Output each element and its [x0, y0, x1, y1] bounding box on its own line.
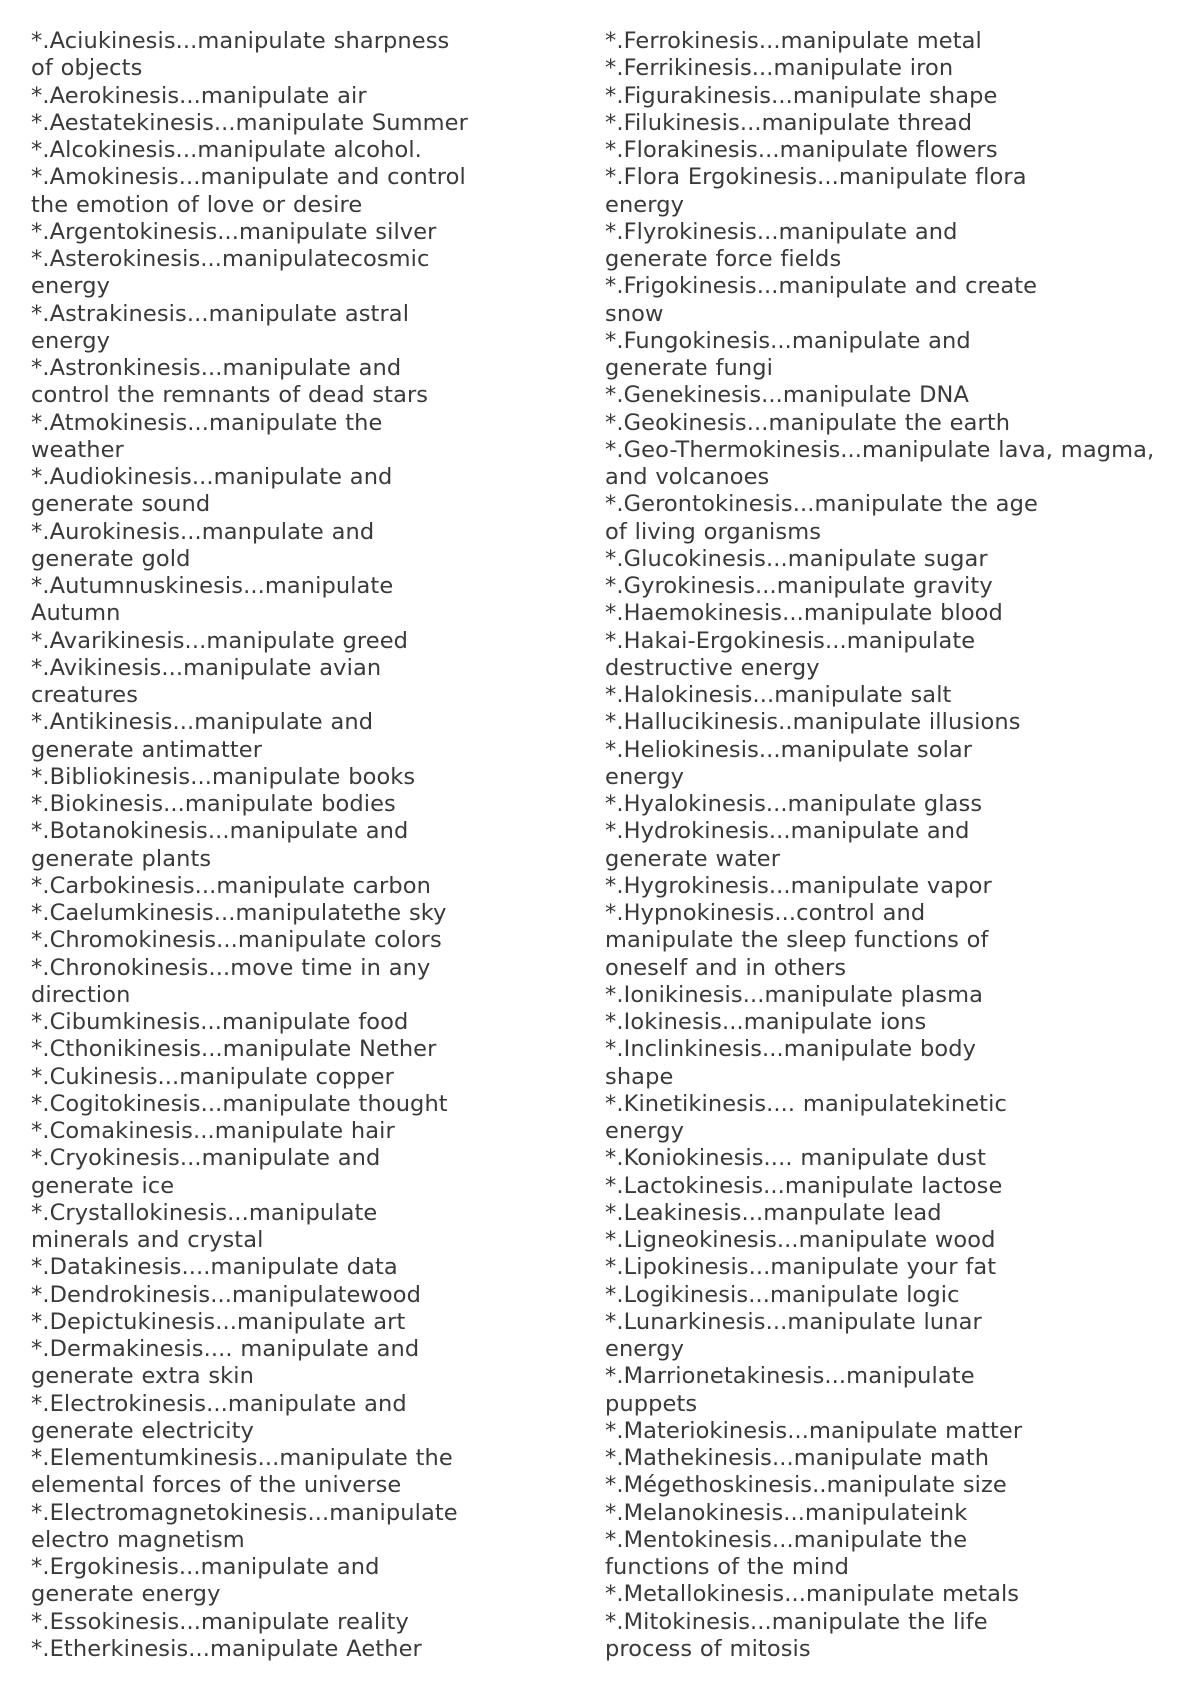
- list-item-line: *.Melanokinesis...manipulateink: [605, 1499, 968, 1526]
- list-item-line: *.Glucokinesis...manipulate sugar: [605, 545, 988, 572]
- list-item: [605, 55, 1190, 82]
- list-item-line: *.Mitokinesis...manipulate the life: [605, 1608, 988, 1635]
- list-item-line: *.Datakinesis....manipulate data: [31, 1254, 398, 1281]
- list-item: [605, 1282, 1190, 1309]
- list-item-line: process of mitosis: [605, 1635, 811, 1662]
- list-item-line: *.Bibliokinesis...manipulate books: [31, 763, 416, 790]
- list-item-line: generate antimatter: [31, 736, 263, 763]
- list-item: [31, 1064, 501, 1091]
- list-item: [605, 164, 1190, 219]
- list-item: [605, 1309, 1190, 1364]
- list-item-line: *.Hakai-Ergokinesis...manipulate: [605, 627, 976, 654]
- list-item: [605, 600, 1190, 627]
- list-item-line: generate fungi: [605, 355, 773, 381]
- list-item-line: *.Geo-Thermokinesis...manipulate lava, magma,: [605, 436, 1155, 463]
- list-item-line: energy: [31, 273, 110, 300]
- list-item-line: *.Materiokinesis...manipulate matter: [605, 1417, 1023, 1444]
- list-item-line: *.Mathekinesis...manipulate math: [605, 1445, 990, 1471]
- list-item-line: *.Hallucikinesis..manipulate illusions: [605, 709, 1021, 736]
- list-item: [605, 219, 1190, 274]
- list-item-line: energy: [605, 1336, 684, 1362]
- list-item-line: destructive energy: [605, 654, 820, 681]
- list-item: [31, 1445, 501, 1500]
- list-item-line: energy: [605, 763, 684, 790]
- list-item-line: energy: [605, 191, 684, 218]
- list-item-line: *.Alcokinesis...manipulate alcohol.: [31, 137, 422, 163]
- list-item-line: *.Asterokinesis...manipulatecosmic: [31, 246, 430, 272]
- list-item-line: *.Lactokinesis...manipulate lactose: [605, 1172, 1003, 1199]
- list-item: [605, 900, 1190, 982]
- list-item-line: creatures: [31, 682, 139, 708]
- list-item-line: *.Argentokinesis...manipulate silver: [31, 218, 437, 245]
- list-item-line: *.Dendrokinesis...manipulatewood: [31, 1281, 422, 1308]
- list-item-line: *.Lipokinesis...manipulate your fat: [605, 1254, 997, 1281]
- list-item: [605, 1418, 1190, 1445]
- list-item: [31, 110, 501, 137]
- list-item-line: *.Iokinesis...manipulate ions: [605, 1009, 927, 1035]
- list-item-line: generate sound: [31, 491, 211, 518]
- list-item-line: *.Depictukinesis...manipulate art: [31, 1308, 406, 1335]
- list-item-line: generate water: [605, 845, 781, 872]
- list-item: [31, 464, 501, 519]
- list-item: [31, 573, 501, 628]
- list-item: [605, 410, 1190, 437]
- list-item: [31, 655, 501, 710]
- list-item: [605, 28, 1190, 55]
- list-item: [31, 791, 501, 818]
- list-item: [605, 791, 1190, 818]
- list-item: [31, 1145, 501, 1200]
- list-item-line: generate electricity: [31, 1417, 254, 1444]
- list-item-line: of living organisms: [605, 518, 822, 545]
- list-item-line: *.Electromagnetokinesis...manipulate: [31, 1499, 458, 1526]
- list-item-line: *.Cogitokinesis...manipulate thought: [31, 1090, 448, 1117]
- list-item: [605, 273, 1190, 328]
- list-item: [605, 1009, 1190, 1036]
- list-item-line: *.Mégethoskinesis..manipulate size: [605, 1472, 1007, 1499]
- list-item-line: *.Gyrokinesis...manipulate gravity: [605, 573, 993, 599]
- list-item-line: energy: [605, 1118, 684, 1144]
- list-item-line: *.Aestatekinesis...manipulate Summer: [31, 109, 468, 136]
- list-item-line: *.Ionikinesis...manipulate plasma: [605, 981, 984, 1008]
- list-item: [31, 137, 501, 164]
- list-item-line: *.Ergokinesis...manipulate and: [31, 1554, 380, 1580]
- list-item-line: *.Avikinesis...manipulate avian: [31, 654, 382, 681]
- list-item-line: and volcanoes: [605, 464, 770, 490]
- list-item: [31, 1118, 501, 1145]
- list-item-line: *.Chromokinesis...manipulate colors: [31, 927, 442, 954]
- list-item-line: Autumn: [31, 600, 121, 627]
- list-item-line: functions of the mind: [605, 1554, 850, 1580]
- list-item-line: minerals and crystal: [31, 1227, 264, 1253]
- list-item: [31, 410, 501, 465]
- list-item: [31, 955, 501, 1010]
- list-item: [31, 1036, 501, 1063]
- list-item-line: *.Halokinesis...manipulate salt: [605, 682, 952, 708]
- list-item-line: the emotion of love or desire: [31, 191, 363, 218]
- list-item-line: generate energy: [31, 1581, 221, 1608]
- list-item-line: *.Audiokinesis...manipulate and: [31, 464, 393, 490]
- list-item: [31, 164, 501, 219]
- list-item-line: *.Electrokinesis...manipulate and: [31, 1390, 407, 1417]
- list-item-line: *.Biokinesis...manipulate bodies: [31, 791, 396, 817]
- list-item-line: manipulate the sleep functions of: [605, 927, 989, 954]
- list-item-line: direction: [31, 981, 131, 1008]
- list-item-line: *.Haemokinesis...manipulate blood: [605, 600, 1003, 627]
- list-item-line: *.Amokinesis...manipulate and control: [31, 164, 466, 191]
- list-item-line: *.Koniokinesis.... manipulate dust: [605, 1145, 987, 1172]
- list-item-line: *.Frigokinesis...manipulate and create: [605, 273, 1038, 300]
- list-item-line: *.Elementumkinesis...manipulate the: [31, 1445, 453, 1471]
- list-item: [605, 1609, 1190, 1664]
- list-item: [605, 818, 1190, 873]
- list-item: [605, 546, 1190, 573]
- list-item: [605, 573, 1190, 600]
- list-item: [31, 1200, 501, 1255]
- list-item: [31, 1091, 501, 1118]
- list-item: [31, 1391, 501, 1446]
- list-item-line: puppets: [605, 1390, 698, 1417]
- list-item: [31, 1009, 501, 1036]
- list-item: [31, 764, 501, 791]
- list-item-line: elemental forces of the universe: [31, 1472, 402, 1499]
- list-item: [31, 818, 501, 873]
- list-item-line: *.Ligneokinesis...manipulate wood: [605, 1227, 996, 1253]
- list-item: [605, 1527, 1190, 1582]
- list-item: [605, 1227, 1190, 1254]
- list-item-line: *.Cukinesis...manipulate copper: [31, 1063, 394, 1090]
- list-item: [605, 628, 1190, 683]
- list-item-line: *.Atmokinesis...manipulate the: [31, 409, 383, 436]
- list-item-line: generate gold: [31, 545, 191, 572]
- list-item: [605, 982, 1190, 1009]
- list-item-line: *.Essokinesis...manipulate reality: [31, 1608, 409, 1635]
- left-column-list: [31, 28, 501, 1663]
- list-item-line: generate extra skin: [31, 1363, 255, 1390]
- list-item: [31, 83, 501, 110]
- list-item-line: *.Kinetikinesis.... manipulatekinetic: [605, 1090, 1007, 1117]
- list-item: [605, 1363, 1190, 1418]
- list-item-line: *.Lunarkinesis...manipulate lunar: [605, 1308, 982, 1335]
- list-item: [605, 709, 1190, 736]
- list-item-line: *.Caelumkinesis...manipulatethe sky: [31, 900, 447, 926]
- list-item-line: weather: [31, 436, 124, 463]
- list-item: [31, 219, 501, 246]
- list-item: [31, 519, 501, 574]
- list-item: [605, 682, 1190, 709]
- list-item-line: *.Metallokinesis...manipulate metals: [605, 1581, 1020, 1608]
- list-item: [31, 1282, 501, 1309]
- list-item: [605, 1500, 1190, 1527]
- list-item: [31, 1636, 501, 1663]
- list-item-line: *.Flora Ergokinesis...manipulate flora: [605, 164, 1027, 191]
- list-item-line: *.Fungokinesis...manipulate and: [605, 327, 971, 354]
- list-item: [31, 246, 501, 301]
- list-item-line: *.Carbokinesis...manipulate carbon: [31, 872, 431, 899]
- list-item: [605, 737, 1190, 792]
- list-item-line: electro magnetism: [31, 1526, 245, 1553]
- list-item-line: *.Avarikinesis...manipulate greed: [31, 627, 409, 654]
- list-item-line: *.Hypnokinesis...control and: [605, 900, 926, 926]
- list-item-line: *.Cryokinesis...manipulate and: [31, 1145, 381, 1172]
- list-item-line: *.Astronkinesis...manipulate and: [31, 355, 402, 381]
- list-item: [605, 491, 1190, 546]
- list-item: [605, 83, 1190, 110]
- list-item-line: *.Botanokinesis...manipulate and: [31, 818, 409, 845]
- list-item-line: energy: [31, 327, 110, 354]
- list-item: [605, 1200, 1190, 1227]
- list-item: [605, 1173, 1190, 1200]
- list-item: [605, 437, 1190, 492]
- list-item-line: *.Aerokinesis...manipulate air: [31, 82, 367, 109]
- list-item-line: generate force fields: [605, 246, 842, 272]
- list-item: [31, 1336, 501, 1391]
- list-item-line: *.Genekinesis...manipulate DNA: [605, 382, 969, 409]
- list-item: [31, 1309, 501, 1336]
- list-item: [31, 628, 501, 655]
- list-item-line: *.Marrionetakinesis...manipulate: [605, 1363, 975, 1390]
- list-item: [31, 709, 501, 764]
- list-item-line: generate plants: [31, 845, 212, 872]
- list-item-line: *.Hyalokinesis...manipulate glass: [605, 791, 983, 817]
- list-item: [605, 110, 1190, 137]
- list-item: [605, 137, 1190, 164]
- list-item-line: *.Florakinesis...manipulate flowers: [605, 137, 998, 163]
- list-item: [31, 301, 501, 356]
- list-item: [605, 1036, 1190, 1091]
- list-item-line: of objects: [31, 55, 143, 82]
- list-item-line: shape: [605, 1063, 674, 1090]
- list-item-line: *.Hydrokinesis...manipulate and: [605, 818, 970, 845]
- list-item-line: *.Comakinesis...manipulate hair: [31, 1118, 395, 1144]
- list-item-line: *.Astrakinesis...manipulate astral: [31, 300, 410, 327]
- list-item-line: *.Inclinkinesis...manipulate body: [605, 1036, 977, 1063]
- list-item: [605, 382, 1190, 409]
- list-item-line: *.Mentokinesis...manipulate the: [605, 1526, 968, 1553]
- list-item-line: *.Autumnuskinesis...manipulate: [31, 573, 394, 599]
- list-item: [31, 355, 501, 410]
- list-item-line: snow: [605, 300, 664, 327]
- list-item: [605, 1445, 1190, 1472]
- list-item: [31, 1254, 501, 1281]
- list-item: [31, 1500, 501, 1555]
- list-item-line: *.Figurakinesis...manipulate shape: [605, 82, 998, 109]
- list-item: [605, 328, 1190, 383]
- list-item-line: *.Cibumkinesis...manipulate food: [31, 1009, 409, 1035]
- list-item: [605, 873, 1190, 900]
- list-item: [31, 927, 501, 954]
- list-item: [605, 1091, 1190, 1146]
- list-item-line: *.Logikinesis...manipulate logic: [605, 1281, 960, 1308]
- list-item: [605, 1472, 1190, 1499]
- list-item-line: generate ice: [31, 1172, 175, 1199]
- list-item-line: *.Cthonikinesis...manipulate Nether: [31, 1036, 437, 1063]
- list-item-line: control the remnants of dead stars: [31, 382, 429, 409]
- list-item-line: *.Crystallokinesis...manipulate: [31, 1199, 378, 1226]
- list-item-line: *.Aurokinesis...manpulate and: [31, 518, 375, 545]
- list-item-line: *.Flyrokinesis...manipulate and: [605, 218, 958, 245]
- list-item-line: *.Filukinesis...manipulate thread: [605, 109, 973, 136]
- list-item: [605, 1581, 1190, 1608]
- list-item-line: *.Heliokinesis...manipulate solar: [605, 736, 973, 763]
- list-item-line: *.Etherkinesis...manipulate Aether: [31, 1635, 422, 1662]
- list-item-line: *.Gerontokinesis...manipulate the age: [605, 491, 1038, 518]
- list-item: [31, 1554, 501, 1609]
- list-item: [31, 900, 501, 927]
- list-item-line: *.Leakinesis...manpulate lead: [605, 1199, 942, 1226]
- list-item: [605, 1145, 1190, 1172]
- list-item-line: *.Ferrokinesis...manipulate metal: [605, 28, 982, 54]
- list-item: [31, 1609, 501, 1636]
- list-item-line: *.Geokinesis...manipulate the earth: [605, 409, 1011, 436]
- list-item: [31, 28, 501, 83]
- list-item-line: oneself and in others: [605, 954, 847, 981]
- right-column-list: [605, 28, 1190, 1663]
- list-item-line: *.Ferrikinesis...manipulate iron: [605, 55, 954, 82]
- list-item: [31, 873, 501, 900]
- list-item-line: *.Chronokinesis...move time in any: [31, 954, 431, 981]
- list-item: [605, 1254, 1190, 1281]
- list-item-line: *.Dermakinesis.... manipulate and: [31, 1336, 420, 1362]
- list-item-line: *.Aciukinesis...manipulate sharpness: [31, 28, 450, 54]
- list-item-line: *.Antikinesis...manipulate and: [31, 709, 374, 736]
- list-item-line: *.Hygrokinesis...manipulate vapor: [605, 872, 992, 899]
